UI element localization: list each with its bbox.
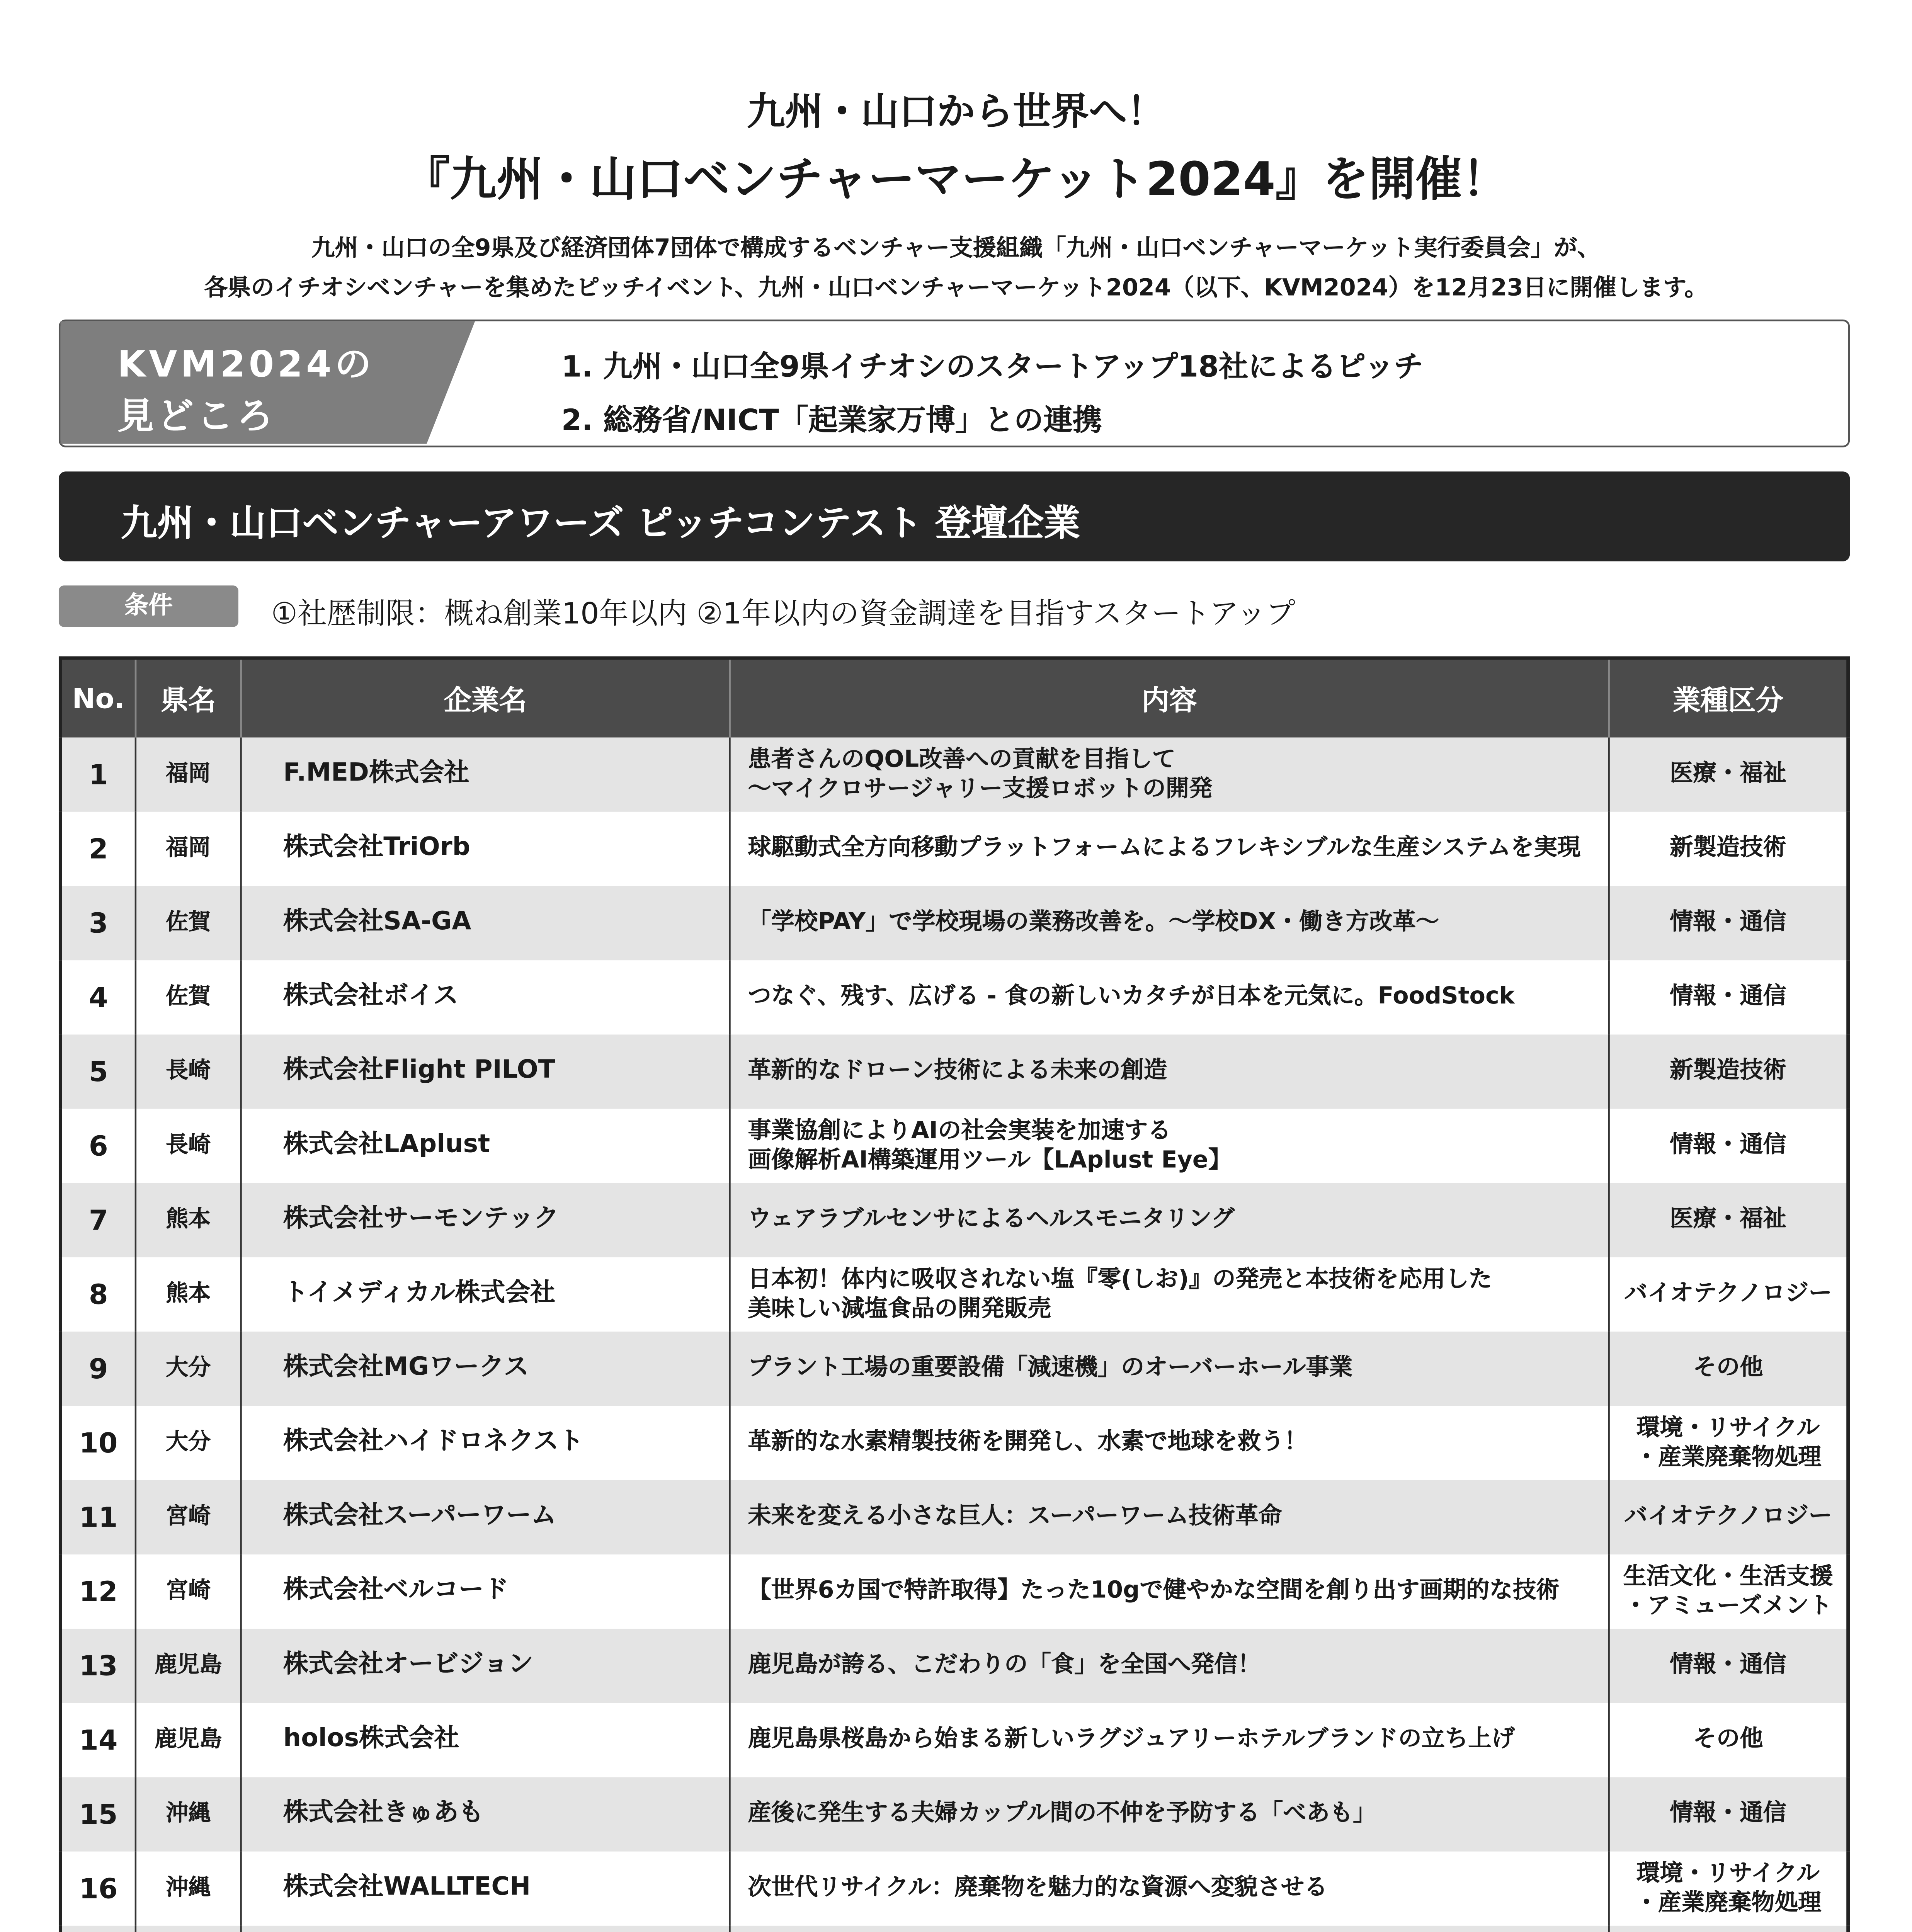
cell-content-text: 日本初！体内に吸収されない塩『零(しお)』の発売と本技術を応用した — [748, 1265, 1492, 1293]
cell-prefecture — [136, 1554, 241, 1629]
cell-company — [241, 1332, 730, 1406]
header-company: 企業名 — [241, 658, 730, 738]
header-content: 内容 — [730, 658, 1609, 738]
cell-company — [241, 886, 730, 960]
cell-prefecture — [136, 1926, 241, 1932]
cell-company-text: 株式会社MGワークス — [283, 1354, 529, 1382]
cell-category — [1609, 1183, 1848, 1257]
cell-category — [1609, 1926, 1848, 1932]
table-row — [60, 1332, 1848, 1406]
cell-no-text: 11 — [79, 1501, 118, 1534]
cell-no — [60, 1406, 135, 1480]
cell-company-text: 株式会社ハイドロネクスト — [283, 1428, 584, 1456]
cell-no — [60, 1703, 135, 1777]
section-title: 九州・山口ベンチャーアワーズ ピッチコンテスト 登壇企業 — [121, 502, 1080, 544]
cell-company-text: トイメディカル株式会社 — [283, 1280, 555, 1308]
cell-prefecture — [136, 1257, 241, 1332]
table-row — [60, 1703, 1848, 1777]
cell-company — [241, 1777, 730, 1851]
cell-no-text: 3 — [88, 906, 108, 940]
cell-prefecture-text: 福岡 — [166, 762, 211, 788]
cell-no — [60, 1926, 135, 1932]
cell-category-text: ・産業廃棄物処理 — [1635, 1443, 1822, 1471]
table-row — [60, 1406, 1848, 1480]
header-no: No. — [60, 658, 135, 738]
cell-company-text: 株式会社LAplust — [283, 1131, 490, 1159]
cell-content — [730, 812, 1609, 886]
cell-company — [241, 1852, 730, 1926]
cell-category-text: 環境・リサイクル — [1636, 1859, 1820, 1887]
cell-category-text: 医療・福祉 — [1670, 1205, 1786, 1233]
cell-company-text: 株式会社Flight PILOT — [283, 1057, 556, 1085]
cell-no-text: 10 — [79, 1427, 118, 1459]
cell-content — [730, 738, 1609, 812]
cell-no — [60, 1480, 135, 1554]
cell-category — [1609, 1257, 1848, 1332]
cell-content-text: 革新的なドローン技術による未来の創造 — [748, 1057, 1167, 1085]
cell-prefecture — [136, 1629, 241, 1703]
cell-no — [60, 1629, 135, 1703]
table-row — [60, 1183, 1848, 1257]
cell-category-text: バイオテクノロジー — [1624, 1502, 1832, 1531]
cell-category — [1609, 1554, 1848, 1629]
cell-content — [730, 1109, 1609, 1183]
cell-content-text: 事業協創によりAIの社会実装を加速する — [748, 1116, 1171, 1145]
cell-company-text: 株式会社SA-GA — [283, 908, 471, 936]
cell-prefecture — [136, 886, 241, 960]
cell-content-text: つなぐ、残す、広げる - 食の新しいカタチが日本を元気に。FoodStock — [748, 983, 1515, 1010]
cell-company-text: 株式会社スーパーワーム — [283, 1502, 556, 1531]
cell-prefecture — [136, 1852, 241, 1926]
cell-content — [730, 1406, 1609, 1480]
cell-company — [241, 812, 730, 886]
cell-category-text: その他 — [1693, 1725, 1763, 1753]
cell-content-text: プラント工場の重要設備「減速機」のオーバーホール事業 — [748, 1354, 1353, 1382]
cell-content-text: 未来を変える小さな巨人：スーパーワーム技術革命 — [748, 1502, 1282, 1531]
cell-no — [60, 1034, 135, 1109]
cell-category — [1609, 1406, 1848, 1480]
cell-prefecture-text: 大分 — [166, 1430, 211, 1456]
cell-category — [1609, 886, 1848, 960]
cell-content — [730, 886, 1609, 960]
cell-content — [730, 1703, 1609, 1777]
header-pref: 県名 — [136, 658, 241, 738]
cell-prefecture-text: 熊本 — [166, 1207, 211, 1233]
cell-category-text: 情報・通信 — [1670, 1651, 1786, 1679]
highlights-label-line2: 見どころ — [117, 395, 277, 437]
cell-company — [241, 1703, 730, 1777]
cell-category-text: 医療・福祉 — [1670, 760, 1786, 788]
cell-prefecture-text: 福岡 — [166, 836, 211, 862]
cell-prefecture-text: 佐賀 — [166, 910, 211, 936]
title-line1: 九州・山口から世界へ！ — [747, 91, 1165, 135]
cell-content-text: 「学校PAY」で学校現場の業務改善を。～学校DX・働き方改革～ — [748, 908, 1439, 936]
cell-company-text: 株式会社オービジョン — [283, 1651, 533, 1679]
cell-prefecture-text: 鹿児島 — [154, 1727, 222, 1753]
table-row — [60, 812, 1848, 886]
cell-no-text: 1 — [88, 758, 108, 791]
cell-company — [241, 1480, 730, 1554]
cell-prefecture-text: 沖縄 — [166, 1801, 211, 1828]
cell-content — [730, 1332, 1609, 1406]
cell-category — [1609, 1109, 1848, 1183]
table-row — [60, 1480, 1848, 1554]
cell-category — [1609, 812, 1848, 886]
cell-no — [60, 1777, 135, 1851]
cell-no-text: 16 — [79, 1872, 118, 1905]
cell-content-text: 【世界6カ国で特許取得】たった10gで健やかな空間を創り出す画期的な技術 — [748, 1577, 1560, 1605]
cell-no-text: 4 — [88, 981, 108, 1014]
cell-category — [1609, 738, 1848, 812]
cell-category — [1609, 1852, 1848, 1926]
cell-category-text: 新製造技術 — [1670, 834, 1786, 862]
cell-prefecture-text: 宮崎 — [166, 1504, 211, 1531]
cell-category-text: ・産業廃棄物処理 — [1635, 1888, 1822, 1917]
cell-prefecture-text: 長崎 — [166, 1058, 211, 1085]
cell-company — [241, 1629, 730, 1703]
cell-category-text: 環境・リサイクル — [1636, 1413, 1820, 1442]
table-row — [60, 1257, 1848, 1332]
company-table — [59, 656, 1850, 1932]
table-row — [60, 1109, 1848, 1183]
table-row — [60, 1034, 1848, 1109]
cell-no — [60, 1332, 135, 1406]
table-row — [60, 1554, 1848, 1629]
cell-prefecture — [136, 1777, 241, 1851]
cell-no-text: 12 — [79, 1575, 118, 1608]
cell-content — [730, 1554, 1609, 1629]
cell-company-text: F.MED株式会社 — [283, 760, 469, 788]
cell-content-text: 鹿児島が誇る、こだわりの「食」を全国へ発信！ — [748, 1651, 1261, 1679]
cell-no — [60, 886, 135, 960]
cell-prefecture-text: 佐賀 — [166, 984, 211, 1010]
cell-prefecture-text: 熊本 — [166, 1281, 211, 1308]
table-body — [60, 738, 1848, 1932]
highlight-item-2: 2. 総務省/NICT「起業家万博」との連携 — [561, 404, 1102, 439]
cell-company — [241, 1554, 730, 1629]
cell-category — [1609, 1034, 1848, 1109]
cell-company-text: 株式会社WALLTECH — [283, 1874, 531, 1902]
conditions-label: 条件 — [59, 585, 238, 627]
cell-content — [730, 1852, 1609, 1926]
cell-prefecture — [136, 1332, 241, 1406]
cell-no — [60, 1183, 135, 1257]
cell-category — [1609, 1703, 1848, 1777]
table-row — [60, 1852, 1848, 1926]
intro-line2: 各県のイチオシベンチャーを集めたピッチイベント、九州・山口ベンチャーマーケット2024（以下、KVM2024）を12月23日に開催します。 — [204, 274, 1708, 303]
cell-category — [1609, 1777, 1848, 1851]
table-row — [60, 886, 1848, 960]
highlight-item-1: 1. 九州・山口全9県イチオシのスタートアップ18社によるピッチ — [561, 350, 1424, 385]
cell-prefecture — [136, 1480, 241, 1554]
cell-content — [730, 1777, 1609, 1851]
cell-company-text: 株式会社きゅあも — [283, 1799, 484, 1828]
cell-content-text: 次世代リサイクル：廃棄物を魅力的な資源へ変貌させる — [748, 1874, 1328, 1902]
cell-company-text: 株式会社ベルコード — [283, 1577, 509, 1605]
cell-content-text: 患者さんのQOL改善への貢献を目指して — [748, 745, 1175, 773]
cell-no-text: 6 — [88, 1129, 108, 1163]
cell-content-text: 鹿児島県桜島から始まる新しいラグジュアリーホテルブランドの立ち上げ — [748, 1725, 1515, 1753]
cell-no — [60, 1852, 135, 1926]
table-row — [60, 738, 1848, 812]
cell-category — [1609, 960, 1848, 1034]
cell-category-text: 新製造技術 — [1670, 1057, 1786, 1085]
cell-no-text: 5 — [88, 1055, 108, 1088]
cell-prefecture — [136, 960, 241, 1034]
cell-content-text: 画像解析AI構築運用ツール【LAplust Eye】 — [748, 1146, 1232, 1174]
cell-company-text: holos株式会社 — [283, 1725, 459, 1753]
cell-content — [730, 1480, 1609, 1554]
cell-content — [730, 1926, 1609, 1932]
table-row — [60, 1777, 1848, 1851]
cell-no-text: 7 — [88, 1204, 108, 1237]
cell-content — [730, 1629, 1609, 1703]
cell-category-text: 生活文化・生活支援 — [1623, 1562, 1833, 1590]
cell-company — [241, 1109, 730, 1183]
cell-prefecture-text: 宮崎 — [166, 1578, 211, 1605]
conditions-text: ①社歴制限：概ね創業10年以内 ②1年以内の資金調達を目指すスタートアップ — [271, 597, 1296, 632]
cell-content — [730, 1183, 1609, 1257]
cell-no-text: 13 — [79, 1649, 118, 1682]
cell-company-text: 株式会社サーモンテック — [283, 1205, 559, 1233]
cell-prefecture-text: 沖縄 — [166, 1876, 211, 1902]
cell-category-text: その他 — [1693, 1354, 1763, 1382]
cell-category-text: ・アミューズメント — [1624, 1591, 1832, 1619]
cell-content-text: ウェアラブルセンサによるヘルスモニタリング — [748, 1205, 1235, 1233]
cell-prefecture — [136, 1183, 241, 1257]
cell-prefecture-text: 長崎 — [166, 1133, 211, 1159]
cell-content — [730, 1034, 1609, 1109]
cell-company-text: 株式会社TriOrb — [283, 834, 471, 862]
cell-content-text: 産後に発生する夫婦カップル間の不仲を予防する「べあも」 — [748, 1799, 1376, 1828]
cell-prefecture — [136, 1109, 241, 1183]
table-row — [60, 1926, 1848, 1932]
cell-company — [241, 960, 730, 1034]
cell-company-text: 株式会社ボイス — [283, 983, 459, 1010]
cell-content-text: 革新的な水素精製技術を開発し、水素で地球を救う！ — [748, 1428, 1308, 1456]
cell-category — [1609, 1629, 1848, 1703]
table-row — [60, 960, 1848, 1034]
cell-category-text: 情報・通信 — [1670, 983, 1786, 1010]
intro-line1: 九州・山口の全9県及び経済団体7団体で構成するベンチャー支援組織「九州・山口ベンチャーマーケット実行委員会」が、 — [311, 235, 1601, 263]
cell-category-text: 情報・通信 — [1670, 1799, 1786, 1828]
cell-company — [241, 1406, 730, 1480]
highlights-label-line1: KVM2024の — [117, 344, 375, 385]
cell-prefecture — [136, 812, 241, 886]
cell-no — [60, 738, 135, 812]
cell-prefecture — [136, 1034, 241, 1109]
cell-prefecture-text: 大分 — [166, 1355, 211, 1382]
cell-no — [60, 1554, 135, 1629]
cell-content-text: 美味しい減塩食品の開発販売 — [748, 1294, 1051, 1322]
cell-company — [241, 1183, 730, 1257]
cell-category-text: 情報・通信 — [1670, 1131, 1786, 1159]
cell-prefecture — [136, 1703, 241, 1777]
cell-company — [241, 738, 730, 812]
cell-content-text: 球駆動式全方向移動プラットフォームによるフレキシブルな生産システムを実現 — [748, 834, 1581, 862]
cell-no — [60, 1257, 135, 1332]
cell-content-text: ～マイクロサージャリー支援ロボットの開発 — [748, 774, 1213, 803]
cell-no — [60, 960, 135, 1034]
cell-content — [730, 960, 1609, 1034]
cell-company — [241, 1257, 730, 1332]
cell-company — [241, 1034, 730, 1109]
cell-no-text: 9 — [88, 1352, 108, 1385]
cell-prefecture-text: 鹿児島 — [154, 1653, 222, 1679]
cell-no-text: 2 — [88, 832, 108, 866]
cell-category — [1609, 1332, 1848, 1406]
cell-category-text: 情報・通信 — [1670, 908, 1786, 936]
cell-no-text: 14 — [79, 1723, 118, 1757]
header-category: 業種区分 — [1609, 658, 1848, 738]
cell-category — [1609, 1480, 1848, 1554]
cell-prefecture — [136, 1406, 241, 1480]
cell-no — [60, 812, 135, 886]
cell-content — [730, 1257, 1609, 1332]
cell-no-text: 15 — [79, 1798, 118, 1831]
title-line2: 『九州・山口ベンチャーマーケット2024』を開催！ — [403, 153, 1509, 207]
cell-prefecture — [136, 738, 241, 812]
cell-company — [241, 1926, 730, 1932]
table-row — [60, 1629, 1848, 1703]
cell-no — [60, 1109, 135, 1183]
cell-category-text: バイオテクノロジー — [1624, 1280, 1832, 1308]
cell-no-text: 8 — [88, 1278, 108, 1311]
